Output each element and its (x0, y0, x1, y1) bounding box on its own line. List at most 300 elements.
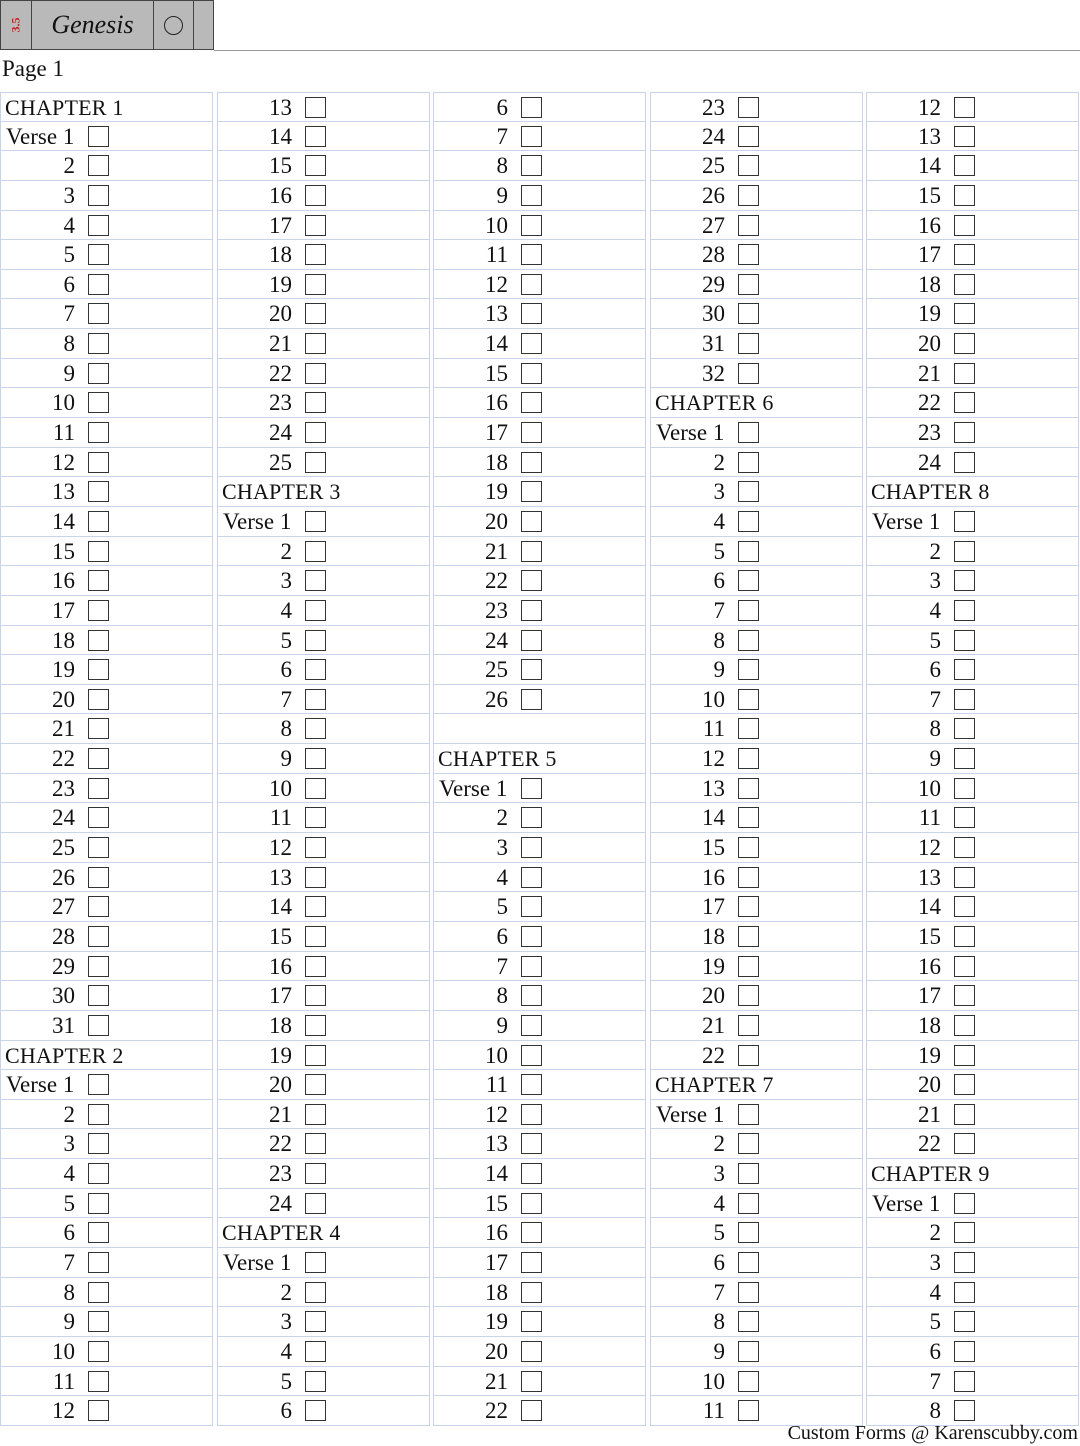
verse-checkbox[interactable] (738, 1341, 759, 1362)
verse-checkbox[interactable] (521, 896, 542, 917)
verse-number: 26 (702, 182, 725, 208)
verse-checkbox[interactable] (88, 452, 109, 473)
verse-row (433, 922, 646, 952)
verse-checkbox[interactable] (954, 926, 975, 947)
verse-checkbox[interactable] (88, 1371, 109, 1392)
verse-checkbox[interactable] (305, 659, 326, 680)
verse-number: 5 (929, 1309, 941, 1335)
verse-row (866, 211, 1079, 241)
verse-number: 11 (702, 716, 725, 742)
verse-checkbox[interactable] (954, 1311, 975, 1332)
verse-checkbox[interactable] (954, 807, 975, 828)
verse-checkbox[interactable] (521, 1045, 542, 1066)
verse-row (217, 1041, 430, 1071)
verse-checkbox[interactable] (738, 1193, 759, 1214)
verse-number: 14 (918, 894, 941, 920)
verse-checkbox[interactable] (738, 1222, 759, 1243)
verse-row (433, 626, 646, 656)
verse-checkbox[interactable] (88, 126, 109, 147)
verse-number: 3 (713, 479, 725, 505)
verse-checkbox[interactable] (305, 1045, 326, 1066)
verse-checkbox[interactable] (521, 1341, 542, 1362)
verse-checkbox[interactable] (305, 1074, 326, 1095)
verse-checkbox[interactable] (305, 867, 326, 888)
verse-checkbox[interactable] (738, 1252, 759, 1273)
verse-checkbox[interactable] (88, 303, 109, 324)
verse-column (650, 92, 863, 1426)
verse-checkbox[interactable] (88, 956, 109, 977)
verse-row (433, 1129, 646, 1159)
verse-checkbox[interactable] (954, 985, 975, 1006)
verse-checkbox[interactable] (305, 718, 326, 739)
verse-checkbox[interactable] (954, 155, 975, 176)
verse-checkbox[interactable] (305, 1311, 326, 1332)
verse-checkbox[interactable] (305, 778, 326, 799)
verse-checkbox[interactable] (305, 807, 326, 828)
verse-row (650, 299, 863, 329)
verse-checkbox[interactable] (88, 511, 109, 532)
verse-number: Verse 1 (223, 1249, 292, 1275)
verse-checkbox[interactable] (521, 1163, 542, 1184)
verse-checkbox[interactable] (954, 422, 975, 443)
verse-number: 4 (63, 1161, 75, 1187)
verse-checkbox[interactable] (521, 956, 542, 977)
verse-checkbox[interactable] (88, 185, 109, 206)
chapter-heading: CHAPTER 3 (222, 479, 341, 505)
verse-checkbox[interactable] (954, 867, 975, 888)
verse-row (0, 1248, 213, 1278)
verse-checkbox[interactable] (305, 422, 326, 443)
verse-checkbox[interactable] (521, 1311, 542, 1332)
verse-checkbox[interactable] (88, 215, 109, 236)
verse-checkbox[interactable] (521, 630, 542, 651)
verse-checkbox[interactable] (738, 1015, 759, 1036)
verse-checkbox[interactable] (954, 333, 975, 354)
verse-checkbox[interactable] (521, 807, 542, 828)
verse-checkbox[interactable] (88, 985, 109, 1006)
verse-checkbox[interactable] (954, 215, 975, 236)
verse-checkbox[interactable] (521, 1371, 542, 1392)
verse-checkbox[interactable] (305, 1252, 326, 1273)
verse-checkbox[interactable] (738, 896, 759, 917)
verse-checkbox[interactable] (305, 126, 326, 147)
verse-column (866, 92, 1079, 1426)
verse-number: 10 (702, 1368, 725, 1394)
verse-checkbox[interactable] (88, 363, 109, 384)
verse-checkbox[interactable] (954, 274, 975, 295)
verse-checkbox[interactable] (738, 1163, 759, 1184)
verse-row (0, 1159, 213, 1189)
verse-row (433, 270, 646, 300)
verse-checkbox[interactable] (88, 778, 109, 799)
verse-number: 12 (52, 1398, 75, 1424)
verse-row (866, 922, 1079, 952)
verse-checkbox[interactable] (521, 1015, 542, 1036)
blank-row (433, 714, 646, 744)
verse-row (650, 774, 863, 804)
verse-checkbox[interactable] (88, 1282, 109, 1303)
verse-checkbox[interactable] (738, 155, 759, 176)
verse-checkbox[interactable] (88, 1193, 109, 1214)
verse-checkbox[interactable] (521, 541, 542, 562)
verse-checkbox[interactable] (521, 185, 542, 206)
verse-checkbox[interactable] (88, 1163, 109, 1184)
verse-row (433, 952, 646, 982)
verse-checkbox[interactable] (88, 155, 109, 176)
verse-checkbox[interactable] (305, 215, 326, 236)
verse-checkbox[interactable] (954, 185, 975, 206)
verse-checkbox[interactable] (954, 630, 975, 651)
verse-checkbox[interactable] (738, 541, 759, 562)
verse-row (433, 329, 646, 359)
verse-checkbox[interactable] (738, 956, 759, 977)
verse-checkbox[interactable] (738, 926, 759, 947)
verse-row (433, 122, 646, 152)
verse-checkbox[interactable] (521, 1074, 542, 1095)
verse-row (650, 477, 863, 507)
verse-checkbox[interactable] (305, 600, 326, 621)
verse-checkbox[interactable] (954, 718, 975, 739)
verse-checkbox[interactable] (521, 837, 542, 858)
verse-checkbox[interactable] (521, 1222, 542, 1243)
verse-checkbox[interactable] (88, 274, 109, 295)
verse-checkbox[interactable] (88, 659, 109, 680)
verse-checkbox[interactable] (738, 244, 759, 265)
verse-number: 5 (929, 627, 941, 653)
verse-number: 7 (496, 123, 508, 149)
verse-row (433, 833, 646, 863)
verse-row (0, 1129, 213, 1159)
verse-checkbox[interactable] (954, 570, 975, 591)
verse-checkbox[interactable] (954, 1282, 975, 1303)
verse-row (866, 655, 1079, 685)
verse-checkbox[interactable] (954, 1045, 975, 1066)
verse-checkbox[interactable] (305, 630, 326, 651)
verse-number: 17 (918, 242, 941, 268)
verse-checkbox[interactable] (521, 1104, 542, 1125)
verse-checkbox[interactable] (954, 600, 975, 621)
verse-number: 17 (269, 983, 292, 1009)
verse-checkbox[interactable] (738, 1045, 759, 1066)
verse-checkbox[interactable] (521, 600, 542, 621)
verse-checkbox[interactable] (521, 363, 542, 384)
verse-number: 7 (929, 1368, 941, 1394)
verse-row (217, 1189, 430, 1219)
verse-number: 16 (269, 182, 292, 208)
verse-checkbox[interactable] (88, 867, 109, 888)
verse-row (217, 418, 430, 448)
verse-number: 21 (918, 360, 941, 386)
verse-checkbox[interactable] (738, 215, 759, 236)
verse-checkbox[interactable] (521, 244, 542, 265)
verse-checkbox[interactable] (521, 778, 542, 799)
verse-checkbox[interactable] (954, 1371, 975, 1392)
verse-row (0, 714, 213, 744)
verse-checkbox[interactable] (88, 1015, 109, 1036)
verse-checkbox[interactable] (521, 1400, 542, 1421)
verse-checkbox[interactable] (305, 155, 326, 176)
verse-checkbox[interactable] (305, 452, 326, 473)
verse-number: 6 (713, 1249, 725, 1275)
verse-checkbox[interactable] (954, 1400, 975, 1421)
verse-checkbox[interactable] (305, 1282, 326, 1303)
verse-checkbox[interactable] (954, 126, 975, 147)
verse-row (650, 655, 863, 685)
verse-checkbox[interactable] (521, 274, 542, 295)
verse-checkbox[interactable] (954, 1104, 975, 1125)
verse-checkbox[interactable] (88, 481, 109, 502)
verse-checkbox[interactable] (521, 1133, 542, 1154)
verse-checkbox[interactable] (521, 985, 542, 1006)
verse-checkbox[interactable] (738, 333, 759, 354)
verse-checkbox[interactable] (88, 896, 109, 917)
chapter-heading: CHAPTER 2 (5, 1042, 124, 1068)
verse-checkbox[interactable] (954, 511, 975, 532)
verse-checkbox[interactable] (521, 1252, 542, 1273)
verse-checkbox[interactable] (305, 97, 326, 118)
verse-checkbox[interactable] (521, 570, 542, 591)
verse-checkbox[interactable] (88, 333, 109, 354)
verse-checkbox[interactable] (521, 452, 542, 473)
verse-row (650, 418, 863, 448)
verse-checkbox[interactable] (738, 1311, 759, 1332)
verse-row (650, 892, 863, 922)
verse-checkbox[interactable] (521, 333, 542, 354)
verse-checkbox[interactable] (738, 303, 759, 324)
verse-checkbox[interactable] (521, 659, 542, 680)
verse-checkbox[interactable] (738, 511, 759, 532)
verse-checkbox[interactable] (521, 155, 542, 176)
verse-row (0, 507, 213, 537)
verse-checkbox[interactable] (88, 689, 109, 710)
verse-checkbox[interactable] (738, 274, 759, 295)
verse-checkbox[interactable] (88, 718, 109, 739)
verse-checkbox[interactable] (954, 1222, 975, 1243)
verse-checkbox[interactable] (954, 244, 975, 265)
verse-checkbox[interactable] (305, 511, 326, 532)
verse-row (433, 803, 646, 833)
verse-checkbox[interactable] (738, 1104, 759, 1125)
verse-checkbox[interactable] (954, 1074, 975, 1095)
verse-checkbox[interactable] (521, 511, 542, 532)
verse-checkbox[interactable] (305, 1371, 326, 1392)
verse-checkbox[interactable] (88, 926, 109, 947)
verse-checkbox[interactable] (954, 1341, 975, 1362)
verse-row (866, 537, 1079, 567)
verse-checkbox[interactable] (305, 1193, 326, 1214)
verse-checkbox[interactable] (738, 778, 759, 799)
verse-number: 29 (52, 953, 75, 979)
verse-checkbox[interactable] (305, 185, 326, 206)
verse-checkbox[interactable] (88, 1341, 109, 1362)
verse-checkbox[interactable] (305, 363, 326, 384)
verse-row (650, 122, 863, 152)
verse-checkbox[interactable] (738, 452, 759, 473)
verse-checkbox[interactable] (954, 659, 975, 680)
verse-checkbox[interactable] (88, 1400, 109, 1421)
verse-number: 2 (713, 449, 725, 475)
verse-checkbox[interactable] (954, 956, 975, 977)
verse-row (866, 1129, 1079, 1159)
verse-checkbox[interactable] (521, 126, 542, 147)
verse-checkbox[interactable] (954, 303, 975, 324)
verse-checkbox[interactable] (954, 1252, 975, 1273)
verse-row (650, 151, 863, 181)
verse-number: Verse 1 (656, 420, 725, 446)
verse-checkbox[interactable] (88, 1074, 109, 1095)
verse-checkbox[interactable] (305, 926, 326, 947)
verse-number: 7 (496, 953, 508, 979)
verse-checkbox[interactable] (521, 392, 542, 413)
verse-number: Verse 1 (6, 123, 75, 149)
verse-checkbox[interactable] (738, 689, 759, 710)
verse-checkbox[interactable] (88, 600, 109, 621)
verse-checkbox[interactable] (738, 659, 759, 680)
verse-checkbox[interactable] (305, 541, 326, 562)
verse-checkbox[interactable] (88, 422, 109, 443)
verse-checkbox[interactable] (954, 541, 975, 562)
verse-checkbox[interactable] (954, 1193, 975, 1214)
verse-checkbox[interactable] (88, 807, 109, 828)
verse-number: 5 (713, 538, 725, 564)
verse-number: 24 (702, 123, 725, 149)
verse-checkbox[interactable] (305, 837, 326, 858)
verse-checkbox[interactable] (521, 867, 542, 888)
verse-checkbox[interactable] (305, 392, 326, 413)
verse-checkbox[interactable] (521, 1193, 542, 1214)
verse-row (866, 566, 1079, 596)
verse-checkbox[interactable] (738, 422, 759, 443)
verse-number: 23 (702, 95, 725, 120)
verse-checkbox[interactable] (738, 97, 759, 118)
verse-checkbox[interactable] (738, 630, 759, 651)
chapter-heading: CHAPTER 9 (871, 1161, 990, 1187)
verse-checkbox[interactable] (738, 748, 759, 769)
chapter-heading-row (0, 92, 213, 122)
verse-checkbox[interactable] (88, 1252, 109, 1273)
verse-checkbox[interactable] (305, 985, 326, 1006)
verse-checkbox[interactable] (954, 748, 975, 769)
verse-checkbox[interactable] (521, 97, 542, 118)
verse-checkbox[interactable] (954, 837, 975, 858)
verse-checkbox[interactable] (954, 778, 975, 799)
verse-checkbox[interactable] (954, 1015, 975, 1036)
verse-checkbox[interactable] (88, 630, 109, 651)
verse-checkbox[interactable] (88, 1133, 109, 1154)
verse-checkbox[interactable] (88, 1222, 109, 1243)
verse-checkbox[interactable] (305, 570, 326, 591)
verse-checkbox[interactable] (305, 274, 326, 295)
verse-checkbox[interactable] (954, 392, 975, 413)
verse-number: 17 (918, 983, 941, 1009)
verse-checkbox[interactable] (954, 896, 975, 917)
verse-checkbox[interactable] (521, 481, 542, 502)
verse-number: 23 (269, 390, 292, 416)
verse-checkbox[interactable] (738, 985, 759, 1006)
verse-checkbox[interactable] (305, 748, 326, 769)
verse-number: 6 (929, 1338, 941, 1364)
verse-checkbox[interactable] (88, 541, 109, 562)
chapter-heading: CHAPTER 7 (655, 1072, 774, 1098)
verse-checkbox[interactable] (305, 896, 326, 917)
verse-checkbox[interactable] (738, 600, 759, 621)
verse-checkbox[interactable] (88, 837, 109, 858)
verse-number: 11 (485, 242, 508, 268)
verse-checkbox[interactable] (88, 1104, 109, 1125)
verse-row (650, 744, 863, 774)
verse-checkbox[interactable] (88, 244, 109, 265)
verse-checkbox[interactable] (738, 1133, 759, 1154)
verse-checkbox[interactable] (521, 303, 542, 324)
verse-checkbox[interactable] (521, 422, 542, 443)
verse-row (217, 833, 430, 863)
verse-checkbox[interactable] (305, 1400, 326, 1421)
verse-row (0, 892, 213, 922)
verse-checkbox[interactable] (738, 481, 759, 502)
verse-number: 21 (918, 1101, 941, 1127)
verse-checkbox[interactable] (521, 1282, 542, 1303)
verse-checkbox[interactable] (305, 244, 326, 265)
verse-checkbox[interactable] (738, 1371, 759, 1392)
verse-number: 23 (918, 420, 941, 446)
verse-row (217, 92, 430, 122)
verse-checkbox[interactable] (305, 956, 326, 977)
verse-checkbox[interactable] (88, 392, 109, 413)
verse-number: 18 (52, 627, 75, 653)
verse-row (650, 537, 863, 567)
verse-checkbox[interactable] (305, 1341, 326, 1362)
verse-checkbox[interactable] (954, 452, 975, 473)
verse-checkbox[interactable] (305, 1133, 326, 1154)
verse-checkbox[interactable] (305, 1104, 326, 1125)
verse-checkbox[interactable] (738, 718, 759, 739)
verse-row (866, 122, 1079, 152)
verse-checkbox[interactable] (521, 926, 542, 947)
verse-checkbox[interactable] (88, 748, 109, 769)
verse-checkbox[interactable] (738, 1400, 759, 1421)
verse-number: 18 (269, 1012, 292, 1038)
verse-checkbox[interactable] (88, 1311, 109, 1332)
verse-checkbox[interactable] (738, 867, 759, 888)
verse-number: 13 (918, 123, 941, 149)
verse-row (433, 477, 646, 507)
verse-checkbox[interactable] (738, 185, 759, 206)
verse-checkbox[interactable] (954, 689, 975, 710)
verse-number: 21 (702, 1012, 725, 1038)
verse-checkbox[interactable] (305, 1163, 326, 1184)
verse-row (433, 537, 646, 567)
verse-checkbox[interactable] (305, 689, 326, 710)
verse-row (0, 359, 213, 389)
verse-number: 16 (485, 390, 508, 416)
verse-checkbox[interactable] (738, 1282, 759, 1303)
verse-checkbox[interactable] (954, 97, 975, 118)
verse-checkbox[interactable] (738, 807, 759, 828)
verse-checkbox[interactable] (738, 126, 759, 147)
verse-checkbox[interactable] (738, 363, 759, 384)
verse-row (650, 833, 863, 863)
verse-checkbox[interactable] (305, 1015, 326, 1036)
verse-checkbox[interactable] (305, 333, 326, 354)
verse-checkbox[interactable] (521, 215, 542, 236)
verse-checkbox[interactable] (738, 570, 759, 591)
verse-checkbox[interactable] (954, 363, 975, 384)
verse-checkbox[interactable] (305, 303, 326, 324)
verse-checkbox[interactable] (954, 1133, 975, 1154)
verse-checkbox[interactable] (521, 689, 542, 710)
verse-checkbox[interactable] (88, 570, 109, 591)
verse-checkbox[interactable] (738, 837, 759, 858)
